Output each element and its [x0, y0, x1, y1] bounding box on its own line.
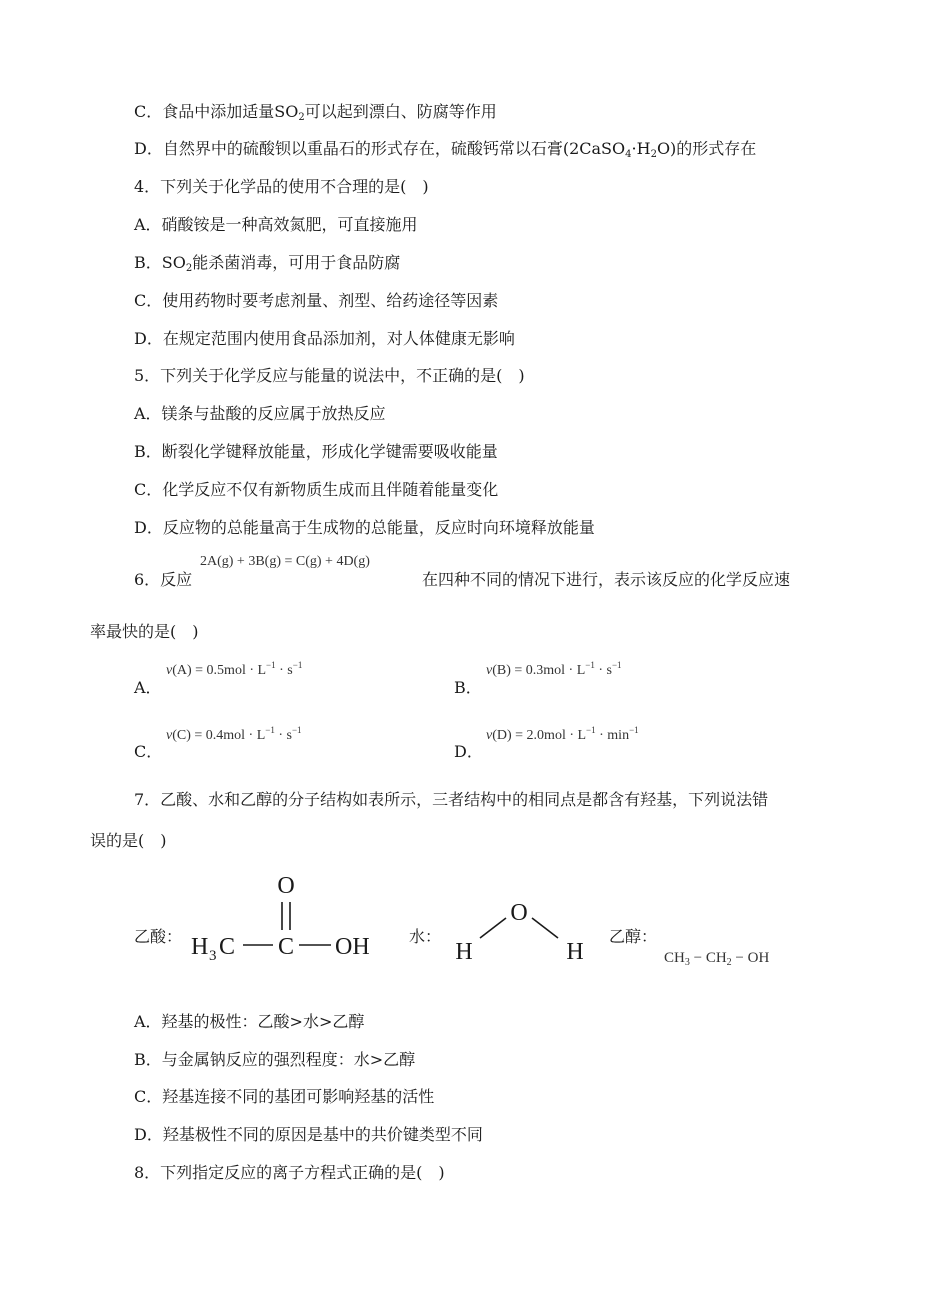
acetic-h-sub: 3 — [209, 948, 217, 964]
velocity-symbol: v — [166, 663, 173, 678]
velocity-symbol: v — [166, 728, 173, 743]
option-label: B． — [134, 253, 162, 272]
q5-option-d: D．反应物的总能量高于生成物的总能量，反应时向环境释放能量 — [134, 518, 595, 537]
q5-option-c: C．化学反应不仅有新物质生成而且伴随着能量变化 — [134, 480, 499, 499]
acetic-c2: C — [277, 934, 295, 960]
subscript: 2 — [726, 957, 732, 968]
expr: (C) = 0.4mol · L — [172, 728, 266, 743]
q7-option-b: B．与金属钠反应的强烈程度：水>乙醇 — [134, 1050, 416, 1069]
q5-stem: 5．下列关于化学反应与能量的说法中，不正确的是( ) — [134, 366, 525, 385]
expr: (D) = 2.0mol · L — [492, 728, 587, 743]
acetic-oh: OH — [335, 934, 370, 960]
ethanol-label: 乙醇： — [609, 927, 658, 946]
velocity-symbol: v — [486, 663, 493, 678]
expr: (A) = 0.5mol · L — [172, 663, 267, 678]
superscript: −1 — [611, 660, 622, 670]
q6-option-c-expr — [166, 725, 302, 744]
option-text: 食品中添加适量 — [162, 102, 275, 121]
unit: · s — [275, 663, 293, 678]
formula-so2: SO — [274, 102, 299, 121]
water-h-left: H — [455, 939, 473, 965]
q6-option-c-label: C． — [134, 742, 163, 761]
ethanol-ch3: CH — [664, 950, 685, 966]
unit: · s — [274, 728, 292, 743]
superscript: −1 — [292, 660, 303, 670]
superscript: −1 — [629, 725, 639, 735]
option-label: D． — [134, 139, 163, 158]
bond-dash: − — [689, 950, 706, 966]
q6-stem-post: 在四种不同的情况下进行，表示该反应的化学反应速 — [422, 570, 791, 589]
ethanol-ch2: CH — [705, 950, 727, 966]
acetic-acid-label: 乙酸： — [134, 927, 183, 946]
q6-equation: 2A(g) + 3B(g) = C(g) + 4D(g) — [200, 554, 370, 569]
q7-option-c: C．羟基连接不同的基团可影响羟基的活性 — [134, 1087, 435, 1106]
q5-option-b: B．断裂化学键释放能量，形成化学键需要吸收能量 — [134, 442, 498, 461]
superscript: −1 — [585, 660, 595, 670]
q4-option-b — [134, 253, 400, 279]
unit: · min — [595, 728, 630, 743]
velocity-symbol: v — [486, 728, 493, 743]
acetic-c1: C — [219, 934, 236, 960]
q4-option-d: D．在规定范围内使用食品添加剂，对人体健康无影响 — [134, 329, 515, 348]
option-text: O)的形式存在 — [656, 139, 757, 158]
superscript: −1 — [265, 725, 275, 735]
q6-option-d-expr — [486, 725, 639, 744]
option-text: 可以起到漂白、防腐等作用 — [304, 102, 497, 121]
water-label: 水： — [409, 927, 442, 946]
q6-option-b-label: B． — [454, 678, 482, 697]
acetic-h: H — [191, 934, 209, 960]
q4-option-c: C．使用药物时要考虑剂量、剂型、给药途径等因素 — [134, 291, 499, 310]
q7-option-a: A．羟基的极性：乙酸>水>乙醇 — [134, 1012, 365, 1031]
subscript: 4 — [625, 149, 632, 160]
q6-option-a-label: A． — [134, 678, 162, 697]
q6-option-b-expr — [486, 660, 622, 679]
superscript: −1 — [586, 725, 596, 735]
single-bond-line — [480, 918, 506, 938]
q4-option-a: A．硝酸铵是一种高效氮肥，可直接施用 — [134, 215, 418, 234]
q6-option-d-label: D． — [454, 742, 483, 761]
q7-option-d: D．羟基极性不同的原因是基中的共价键类型不同 — [134, 1125, 483, 1144]
option-text: 自然界中的硫酸钡以重晶石的形式存在，硫酸钙常以石膏(2CaSO — [162, 139, 626, 158]
bond-dash: − — [731, 950, 748, 966]
water-h-right: H — [566, 939, 584, 965]
subscript: 2 — [185, 263, 193, 274]
q6-option-a-expr — [166, 660, 302, 679]
option-text: ·H — [631, 139, 651, 158]
q3-option-d — [134, 139, 756, 165]
subscript: 3 — [684, 957, 690, 968]
water-structure — [444, 886, 594, 968]
q7-stem-line2: 误的是( ) — [90, 831, 167, 850]
superscript: −1 — [266, 660, 276, 670]
q3-option-c — [134, 102, 497, 128]
q4-stem: 4．下列关于化学品的使用不合理的是( ) — [134, 177, 429, 196]
q6-stem-pre: 6．反应 — [134, 570, 193, 589]
q6-stem-line2: 率最快的是( ) — [90, 622, 199, 641]
single-bond-line — [532, 918, 558, 938]
q5-option-a: A．镁条与盐酸的反应属于放热反应 — [134, 404, 386, 423]
ethanol-oh: OH — [747, 950, 770, 966]
acetic-top-o: O — [277, 873, 295, 899]
superscript: −1 — [291, 725, 302, 735]
q8-stem: 8．下列指定反应的离子方程式正确的是( ) — [134, 1163, 445, 1182]
unit: · s — [594, 663, 612, 678]
acetic-acid-structure — [185, 866, 405, 966]
q7-stem: 7．乙酸、水和乙醇的分子结构如表所示，三者结构中的相同点是都含有羟基，下列说法错 — [134, 790, 769, 809]
water-o: O — [510, 900, 528, 926]
option-label: C． — [134, 102, 163, 121]
option-text: 能杀菌消毒，可用于食品防腐 — [192, 253, 401, 272]
expr: (B) = 0.3mol · L — [492, 663, 586, 678]
subscript: 2 — [650, 149, 657, 160]
formula-so2: SO — [161, 253, 186, 272]
ethanol-structure — [664, 950, 769, 968]
subscript: 2 — [298, 112, 305, 123]
